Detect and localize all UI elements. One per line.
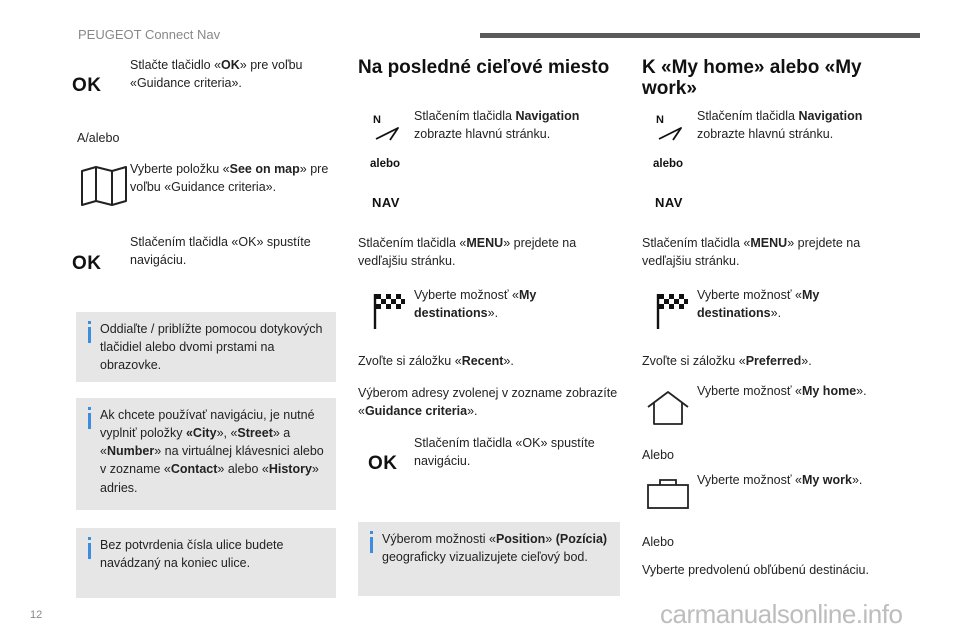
map-icon [80, 166, 128, 211]
step-see-on-map: Vyberte položku «See on map» pre voľbu «Guidance criteria». [130, 162, 329, 195]
alebo-label: alebo [370, 158, 401, 170]
step-my-destinations: Vyberte možnosť «My destinations». [697, 288, 820, 321]
or-separator: A/alebo [77, 131, 120, 145]
step-my-work: Vyberte možnosť «My work». [697, 473, 863, 487]
note-required-fields: Ak chcete používať navigáciu, je nutné vyplniť položky «City», «Street» a «Number» na virtuálnej klávesnici alebo v zozname «Contact» alebo «History» adries. [76, 398, 336, 510]
para-menu: Stlačením tlačidla «MENU» prejdete na vedľajšiu stránku. [358, 236, 577, 269]
north-letter: N [373, 114, 381, 126]
or-separator: Alebo [642, 535, 674, 549]
header-divider-bar [480, 33, 920, 38]
page-number: 12 [30, 609, 43, 621]
nav-button-icon: NAV [655, 195, 683, 210]
note-street-number: Bez potvrdenia čísla ulice budete navádzaný na koniec ulice. [76, 528, 336, 598]
info-icon [85, 321, 93, 343]
step-start-navigation: Stlačením tlačidla «OK» spustíte navigáciu. [130, 235, 311, 268]
para-menu: Stlačením tlačidla «MENU» prejdete na vedľajšiu stránku. [642, 236, 861, 269]
checkered-flag-icon [372, 292, 406, 335]
ok-button-icon: OK [368, 453, 398, 474]
checkered-flag-icon [655, 292, 689, 335]
navigation-north-icon [372, 112, 402, 147]
para-select-address: Výberom adresy zvolenej v zozname zobrazíte «Guidance criteria». [358, 386, 618, 419]
info-icon [367, 531, 375, 553]
alebo-label: alebo [653, 158, 684, 170]
para-recent-tab: Zvoľte si záložku «Recent». [358, 354, 514, 368]
note-position: Výberom možnosti «Position» (Pozícia) geograficky vizualizujete cieľový bod. [358, 522, 620, 596]
step-my-destinations: Vyberte možnosť «My destinations». [414, 288, 537, 321]
document-header: PEUGEOT Connect Nav [78, 27, 221, 42]
step-press-ok: Stlačte tlačidlo «OK» pre voľbu «Guidance criteria». [130, 58, 303, 91]
ok-button-icon: OK [72, 253, 102, 274]
step-start-navigation: Stlačením tlačidla «OK» spustíte navigáciu. [414, 436, 595, 469]
para-select-favourite: Vyberte predvolenú obľúbenú destináciu. [642, 563, 869, 577]
info-icon [85, 407, 93, 429]
step-press-navigation: Stlačením tlačidla Navigation zobrazte hlavnú stránku. [414, 109, 580, 142]
or-separator: Alebo [642, 448, 674, 462]
north-letter: N [656, 114, 664, 126]
navigation-north-icon [655, 112, 685, 147]
watermark: carmanualsonline.info [660, 599, 903, 629]
info-icon [85, 537, 93, 559]
note-zoom: Oddiaľte / priblížte pomocou dotykových tlačidiel alebo dvomi prstami na obrazovke. [76, 312, 336, 382]
ok-button-icon: OK [72, 75, 102, 96]
section-heading-last-destination: Na posledné cieľové miesto [358, 57, 610, 78]
step-press-navigation: Stlačením tlačidla Navigation zobrazte hlavnú stránku. [697, 109, 863, 142]
section-heading-home-work: K «My home» alebo «My work» [642, 57, 862, 100]
home-icon [646, 390, 690, 431]
step-my-home: Vyberte možnosť «My home». [697, 384, 867, 398]
briefcase-icon [646, 478, 690, 515]
nav-button-icon: NAV [372, 195, 400, 210]
para-preferred-tab: Zvoľte si záložku «Preferred». [642, 354, 812, 368]
